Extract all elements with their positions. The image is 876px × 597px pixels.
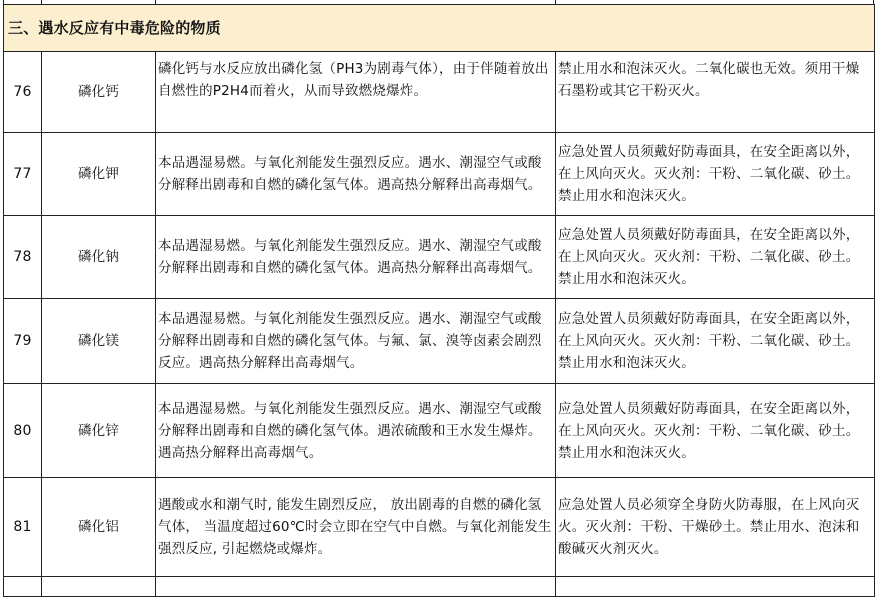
row-number: 80 (4, 384, 42, 478)
hazard-table (3, 4, 875, 597)
hazard-description: 本品遇湿易燃。与氧化剂能发生强烈反应。遇水、潮湿空气或酸分解释出剧毒和自燃的磷化氢气体。遇高热分解释出高毒烟气。 (156, 133, 556, 216)
emergency-response: 应急处置人员须戴好防毒面具，在安全距离以外，在上风向灭火。灭火剂：干粉、二氧化碳、砂土。禁止用水和泡沫灭火。 (556, 384, 875, 478)
substance-name: 磷化锌 (42, 384, 156, 478)
hazard-description: 本品遇湿易燃。与氧化剂能发生强烈反应。遇水、潮湿空气或酸分解释出剧毒和自燃的磷化氢气体。遇浓硫酸和王水发生爆炸。遇高热分解释出高毒烟气。 (156, 384, 556, 478)
emergency-response: 应急处置人员必须穿全身防火防毒服，在上风向灭火。灭火剂：干粉、干燥砂土。禁止用水、泡沫和酸碱灭火剂灭火。 (556, 478, 875, 577)
section-header-row (4, 5, 875, 52)
table-row (4, 384, 875, 478)
substance-name: 磷化钠 (42, 216, 156, 299)
hazard-description: 遇酸或水和潮气时, 能发生剧烈反应， 放出剧毒的自燃的磷化氢气体， 当温度超过60℃时会立即在空气中自燃。与氧化剂能发生强烈反应, 引起燃烧或爆炸。 (156, 478, 556, 577)
next-row-edge (4, 577, 875, 597)
section-title: 三、遇水反应有中毒危险的物质 (4, 5, 875, 52)
substance-name: 磷化铝 (42, 478, 156, 577)
row-number: 78 (4, 216, 42, 299)
emergency-response: 应急处置人员须戴好防毒面具，在安全距离以外，在上风向灭火。灭火剂：干粉、二氧化碳、砂土。禁止用水和泡沫灭火。 (556, 133, 875, 216)
row-number: 79 (4, 299, 42, 384)
emergency-response: 应急处置人员须戴好防毒面具，在安全距离以外，在上风向灭火。灭火剂：干粉、二氧化碳、砂土。禁止用水和泡沫灭火。 (556, 299, 875, 384)
substance-name: 磷化钙 (42, 52, 156, 133)
emergency-response: 禁止用水和泡沫灭火。二氧化碳也无效。须用干燥石墨粉或其它干粉灭火。 (556, 52, 875, 133)
table-row (4, 52, 875, 133)
table-row (4, 133, 875, 216)
table-row (4, 478, 875, 577)
hazard-description: 本品遇湿易燃。与氧化剂能发生强烈反应。遇水、潮湿空气或酸分解释出剧毒和自燃的磷化氢气体。遇高热分解释出高毒烟气。 (156, 216, 556, 299)
row-number: 77 (4, 133, 42, 216)
table-row (4, 216, 875, 299)
emergency-response: 应急处置人员须戴好防毒面具，在安全距离以外，在上风向灭火。灭火剂：干粉、二氧化碳、砂土。禁止用水和泡沫灭火。 (556, 216, 875, 299)
table-row (4, 299, 875, 384)
hazard-description: 本品遇湿易燃。与氧化剂能发生强烈反应。遇水、潮湿空气或酸分解释出剧毒和自燃的磷化氢气体。与氟、氯、溴等卤素会剧烈反应。遇高热分解释出高毒烟气。 (156, 299, 556, 384)
hazard-description: 磷化钙与水反应放出磷化氢（PH3为剧毒气体），由于伴随着放出自燃性的P2H4而着火，从而导致燃烧爆炸。 (156, 52, 556, 133)
substance-name: 磷化镁 (42, 299, 156, 384)
row-number: 81 (4, 478, 42, 577)
row-number: 76 (4, 52, 42, 133)
substance-name: 磷化钾 (42, 133, 156, 216)
